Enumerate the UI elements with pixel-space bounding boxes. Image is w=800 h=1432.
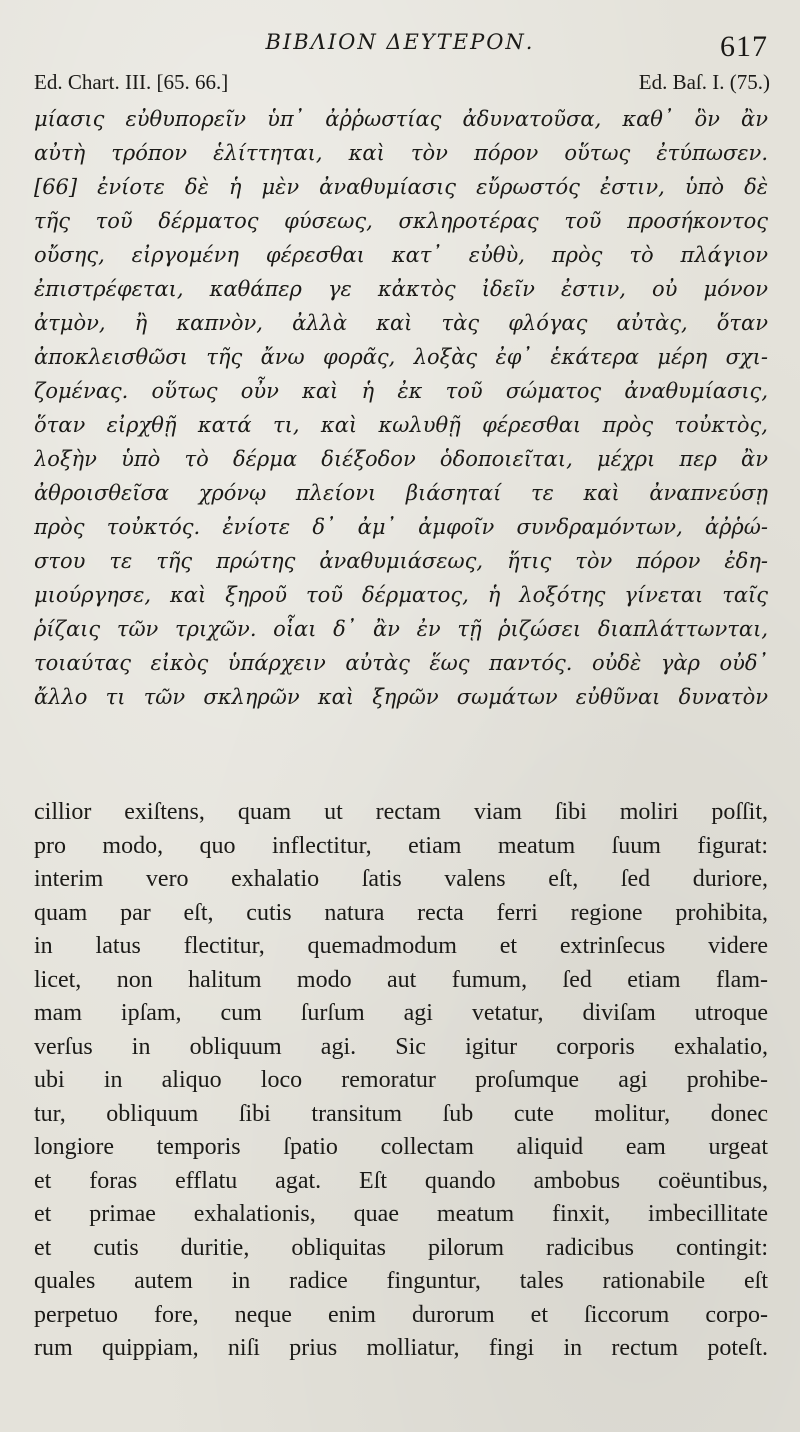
latin-text-line: quales autem in radice finguntur, tales rationabile eſt	[34, 1268, 768, 1294]
greek-text-line: στου τε τῆς πρώτης ἀναθυμιάσεως, ἥτις τὸν πόρον ἐδη-	[34, 549, 768, 573]
running-title: BIBΛΙΟΝ ΔΕΥΤΕΡΟΝ.	[265, 30, 535, 54]
greek-text-line: μίασις εὐθυπορεῖν ὑπ᾽ ἀῤῥωστίας ἀδυνατοῦσα, καθ᾽ ὃν ἂν	[34, 107, 768, 131]
greek-text-line: αὐτὴ τρόπον ἑλίττηται, καὶ τὸν πόρον οὕτως ἐτύπωσεν.	[34, 141, 768, 165]
latin-text-line: mam ipſam, cum ſurſum agi vetatur, diviſam utroque	[34, 1000, 768, 1026]
greek-text-line: ἀθροισθεῖσα χρόνῳ πλείονι βιάσηταί τε καὶ ἀναπνεύσῃ	[34, 481, 768, 505]
greek-text-line: τῆς τοῦ δέρματος φύσεως, σκληροτέρας τοῦ προσήκοντος	[34, 209, 768, 233]
greek-text-block	[34, 102, 768, 714]
latin-text-line: ubi in aliquo loco remoratur proſumque agi prohibe-	[34, 1067, 768, 1093]
greek-text-line: ἀτμὸν, ἢ καπνὸν, ἀλλὰ καὶ τὰς φλόγας αὐτὰς, ὅταν	[34, 311, 768, 335]
page-number: 617	[720, 30, 768, 63]
greek-text-line: τοιαύτας εἰκὸς ὑπάρχειν αὐτὰς ἕως παντός. οὐδὲ γὰρ οὐδ᾽	[34, 651, 768, 675]
edition-reference-line	[34, 70, 770, 100]
greek-text-line: ἀποκλεισθῶσι τῆς ἄνω φορᾶς, λοξὰς ἐφ᾽ ἑκάτερα μέρη σχι-	[34, 345, 768, 369]
latin-text-line: licet, non halitum modo aut fumum, ſed etiam flam-	[34, 966, 768, 993]
latin-text-line: longiore temporis ſpatio collectam aliquid eam urgeat	[34, 1134, 768, 1160]
latin-text-line: pro modo, quo inflectitur, etiam meatum ſuum figurat:	[34, 832, 768, 859]
latin-text-line: tur, obliquum ſibi transitum ſub cute molitur, donec	[34, 1100, 768, 1127]
latin-text-block	[34, 796, 768, 1366]
greek-text-line: ἐπιστρέφεται, καθάπερ γε κἀκτὸς ἰδεῖν ἐστιν, οὐ μόνον	[34, 277, 768, 301]
running-head	[0, 30, 800, 64]
greek-text-line: ἄλλο τι τῶν σκληρῶν καὶ ξηρῶν σωμάτων εὐθῦναι δυνατὸν	[34, 685, 768, 709]
edition-reference-chartier: Ed. Chart. III. [65. 66.]	[34, 70, 229, 94]
latin-text-line: verſus in obliquum agi. Sic igitur corporis exhalatio,	[34, 1033, 768, 1060]
latin-text-line: cillior exiſtens, quam ut rectam viam ſibi moliri poſſit,	[34, 799, 768, 825]
greek-text-line: ῥίζαις τῶν τριχῶν. οἷαι δ᾽ ἂν ἐν τῇ ῥιζώσει διαπλάττωνται,	[34, 617, 768, 641]
greek-text-line: οὔσης, εἰργομένη φέρεσθαι κατ᾽ εὐθὺ, πρὸς τὸ πλάγιον	[34, 243, 768, 267]
latin-text-line: et cutis duritie, obliquitas pilorum radicibus contingit:	[34, 1234, 768, 1261]
greek-text-line: μιούργησε, καὶ ξηροῦ τοῦ δέρματος, ἡ λοξότης γίνεται ταῖς	[34, 583, 768, 607]
latin-text-line: et foras efflatu agat. Eſt quando ambobus coëuntibus,	[34, 1167, 768, 1194]
greek-text-line: ζομένας. οὕτως οὖν καὶ ἡ ἐκ τοῦ σώματος ἀναθυμίασις,	[34, 379, 768, 403]
latin-text-line: in latus flectitur, quemadmodum et extrinſecus videre	[34, 933, 768, 959]
greek-text-line: πρὸς τοὐκτός. ἐνίοτε δ᾽ ἀμ᾽ ἀμφοῖν συνδραμόντων, ἀῤῥώ-	[34, 515, 768, 539]
greek-text-line: λοξὴν ὑπὸ τὸ δέρμα διέξοδον ὁδοποιεῖται, μέχρι περ ἂν	[34, 447, 768, 471]
latin-text-line: et primae exhalationis, quae meatum finxit, imbecillitate	[34, 1201, 768, 1227]
latin-text-line: rum quippiam, niſi prius molliatur, fingi in rectum poteſt.	[34, 1335, 768, 1361]
greek-text-line: ὅταν εἰρχθῇ κατά τι, καὶ κωλυθῇ φέρεσθαι πρὸς τοὐκτὸς,	[34, 413, 768, 437]
latin-text-line: perpetuo fore, neque enim durorum et ſiccorum corpo-	[34, 1301, 768, 1328]
greek-text-line: [66] ἐνίοτε δὲ ἡ μὲν ἀναθυμίασις εὔρωστός ἐστιν, ὑπὸ δὲ	[34, 175, 768, 199]
latin-text-line: quam par eſt, cutis natura recta ferri regione prohibita,	[34, 899, 768, 926]
edition-reference-basel: Ed. Baſ. I. (75.)	[638, 70, 770, 94]
latin-text-line: interim vero exhalatio ſatis valens eſt, ſed duriore,	[34, 866, 768, 892]
